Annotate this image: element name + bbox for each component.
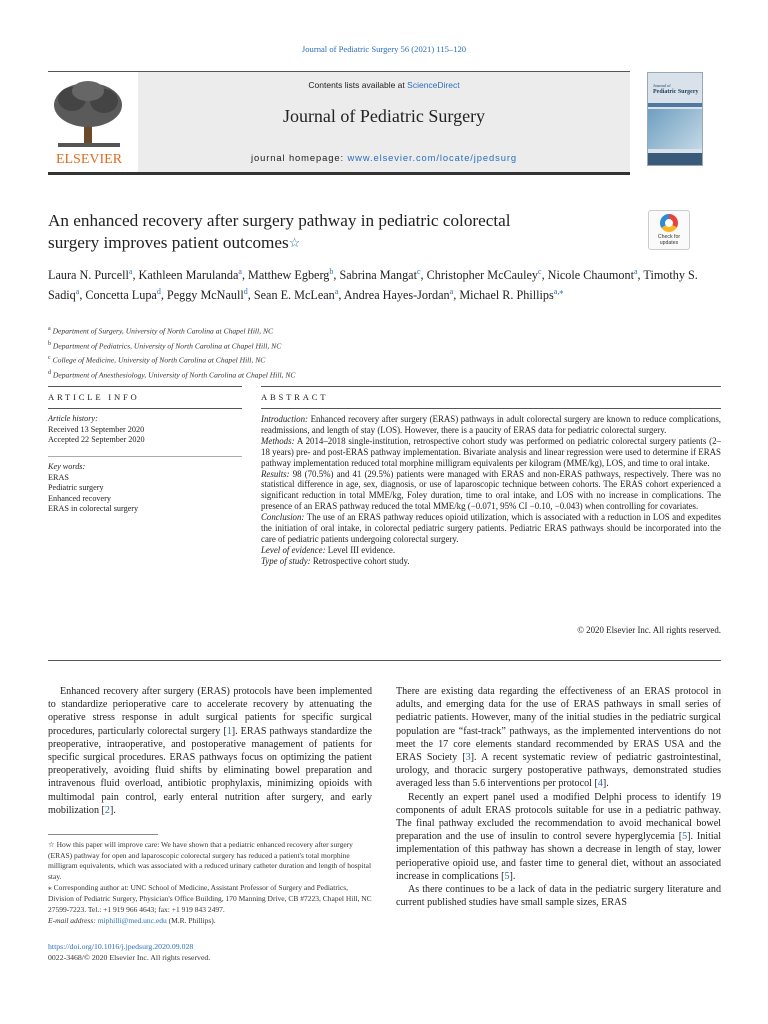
author-separator: , (241, 268, 249, 283)
cover-title: Pediatric Surgery (653, 89, 699, 95)
abstract-methods: Methods: A 2014–2018 single-institution, retrospective cohort study was performed on pediatric colorectal surgery patients (2–18 years) pre- and post-ERAS pathway implementation. Bivariate analysis and linear regression were used to determine if ERAS pathway implementation reduced total morphine milligram equivalents per kilogram (MME/kg), LOS, and time to oral intake. (261, 435, 721, 468)
author-separator: , (541, 268, 548, 283)
author-separator: , (132, 268, 139, 283)
body-paragraph: There are existing data regarding the effectiveness of an ERAS protocol in adults, and emerging data for the use of ERAS pathways in small series of pediatric patients. However, many of the initial studies in the pediatric surgical population are “fast-track” pathways, as the implemented interventions do not meet the 17 core elements standard recommended by ERAS USA and the ERAS Society [3]. A recent systematic review of pediatric gastrointestinal, urology, and thoracic surgery postoperative pathways, demonstrated studies averaged less than 5.6 interventions per protocol [4]. (396, 686, 721, 790)
elsevier-logo (48, 77, 130, 167)
author-name[interactable]: Peggy McNaull (166, 287, 244, 302)
abstract-level-of-evidence: Level of evidence: Level III evidence. (261, 544, 396, 555)
reference-link[interactable]: 1 (226, 725, 232, 737)
abstract-heading: ABSTRACT (261, 392, 329, 402)
affiliation-mark: a (48, 326, 51, 332)
check-for-updates-button[interactable] (648, 210, 690, 250)
article-title (48, 210, 628, 254)
author-affiliation-mark[interactable]: c (416, 267, 421, 276)
author-affiliation-mark[interactable]: a (128, 267, 133, 276)
footnote-corresponding-author: ⁎ Corresponding author at: UNC School of Medicine, Assistant Professor of Surgery and Pediatrics, Division of Pediatric Surgery, Physician's Office Building, 170 Manning Drive, CB #7223, Chapel Hill, NC 27599-7223. Tel.: +1 919 966 4643; fax: +1 919 843 2497. (48, 883, 372, 914)
cover-title-small: Journal of (653, 83, 671, 88)
keyword-item: ERAS (48, 472, 69, 482)
doi-link[interactable]: https://doi.org/10.1016/j.jpedsurg.2020.09.028 (48, 942, 194, 951)
affiliation-text: Department of Surgery, University of North Carolina at Chapel Hill, NC (52, 326, 274, 336)
cover-image (648, 109, 702, 149)
author-separator: , (247, 287, 254, 302)
cover-footer (648, 153, 702, 165)
author-separator: , (637, 268, 644, 283)
reference-link[interactable]: 5 (504, 870, 510, 882)
author-affiliation-mark[interactable]: d (243, 286, 248, 296)
author-name[interactable]: Nicole Chaumont (547, 268, 634, 283)
accepted-date: Accepted 22 September 2020 (48, 435, 145, 445)
author-name[interactable]: Timothy S. Sadiq (48, 268, 698, 302)
reference-link[interactable]: 3 (465, 752, 471, 764)
abstract-rule (261, 408, 721, 409)
abstract-introduction: Introduction: Enhanced recovery after surgery (ERAS) pathways in adult colorectal surgery are known to reduce complications, readmissions, and length of stay (LOS). However, there is a paucity of ERAS data for pediatric colorectal surgery. (261, 414, 721, 435)
reference-link[interactable]: 5 (682, 831, 688, 843)
author-separator: , (453, 287, 460, 302)
author-separator: , (420, 268, 427, 283)
body-left-column (48, 685, 372, 817)
footnotes (48, 840, 372, 928)
reference-link[interactable]: 2 (104, 804, 110, 816)
author-affiliation-mark[interactable]: a (238, 267, 242, 276)
keyword-item: Enhanced recovery (48, 493, 111, 503)
author-list (48, 264, 698, 303)
body-paragraph: Enhanced recovery after surgery (ERAS) protocols have been implemented to standardize perioperative care to accelerate recovery by attenuating the operative stress response in adult surgical patients for specific surgical procedures, particularly colorectal surgery [1]. ERAS pathways standardize the preoperative, intraoperative, and postoperative management of patients for specific surgical procedures. ERAS pathways focus on optimizing the patient preoperatively, avoiding fluid shifts by eliminating bowel preparation and intravenous fluid overload, antibiotic prophylaxis, minimizing opioids with multimodal pain control, early enteral nutrition after surgery, and early mobilization [2]. (48, 686, 372, 816)
author-name[interactable]: Sabrina Mangat (339, 268, 417, 283)
journal-homepage: journal homepage: www.elsevier.com/locate/jpedsurg (251, 152, 517, 163)
article-info-rule-top (48, 386, 242, 387)
footnote-email: E-mail address: miphilli@med.unc.edu (M.R. Phillips). (48, 916, 216, 926)
article-history (48, 414, 242, 446)
abstract-results: Results: 98 (70.5%) and 41 (29.5%) patients were managed with ERAS and non-ERAS pathways, respectively. There was no statistical difference in age, sex, diagnosis, or use of laparoscopic technique between cohorts. The ERAS cohort experienced a significant reduction in total MME/kg, Foley duration, time to oral intake, and LOS with no increase in complications. The presence of an ERAS pathway reduced the total MME/kg (−0.071, 95% CI −0.10, −0.043) when controlling for covariates. (261, 468, 721, 512)
title-line-2: surgery improves patient outcomes (48, 233, 289, 252)
author-separator: , (160, 287, 167, 302)
elsevier-tree-icon (48, 77, 130, 167)
author-affiliation-mark[interactable]: b (329, 267, 334, 276)
abstract-conclusion: Conclusion: The use of an ERAS pathway reduces opioid utilization, which is associated with a reduction in LOS and expedites the initiation of oral intake, in colorectal pediatric surgery patients. Pediatric ERAS pathways should be incorporated into the care of pediatric patients undergoing colorectal surgery. (261, 512, 721, 544)
svg-text:ELSEVIER: ELSEVIER (55, 152, 123, 167)
author-separator: , (333, 268, 340, 283)
doi-block (48, 941, 372, 963)
author-affiliation-mark[interactable]: a (633, 267, 638, 276)
title-line-1: An enhanced recovery after surgery pathway in pediatric colorectal (48, 211, 511, 230)
abstract-rule-top (261, 386, 721, 387)
body-right-column (396, 685, 721, 909)
received-date: Received 13 September 2020 (48, 424, 145, 434)
author-separator: , (338, 287, 344, 302)
header-divider-bottom (48, 172, 630, 175)
affiliation-text: Department of Anesthesiology, University of North Carolina at Chapel Hill, NC (52, 370, 296, 380)
keywords-block (48, 462, 242, 515)
cover-band (648, 103, 702, 107)
contents-availability: Contents lists available at ScienceDirect (308, 80, 460, 90)
author-affiliation-mark[interactable]: d (156, 286, 161, 296)
footnote-rule (48, 834, 158, 835)
issn-copyright: 0022-3468/© 2020 Elsevier Inc. All rights reserved. (48, 953, 211, 962)
title-footnote-star-icon[interactable]: ☆ (288, 235, 301, 250)
check-updates-icon (660, 214, 678, 232)
article-info-heading: ARTICLE INFO (48, 392, 140, 402)
keyword-item: Pediatric surgery (48, 483, 104, 493)
email-link[interactable]: miphilli@med.unc.edu (97, 916, 167, 926)
author-name[interactable]: Concetta Lupa (85, 287, 157, 302)
keyword-item: ERAS in colorectal surgery (48, 504, 139, 514)
author-name[interactable]: Laura N. Purcell (48, 268, 129, 283)
affiliation-mark: b (48, 340, 51, 347)
check-updates-label: Check for updates (657, 234, 681, 246)
affiliation-text: College of Medicine, University of North Carolina at Chapel Hill, NC (52, 355, 266, 365)
body-paragraph: Recently an expert panel used a modified Delphi process to identify 19 components of adult ERAS protocols suitable for use in a pediatric pathway. The final pathway excluded the recommendation to avoid mechanical bowel preparation and the use of insulin to control severe hyperglycemia [5]. Initial implementation of this pathway has shown a decrease in length of stay, lower perioperative opioid use, and faster time to general diet, without an associated increase in complications [5]. (396, 791, 721, 882)
abstract-body (261, 414, 721, 567)
history-label: Article history: (48, 414, 98, 423)
homepage-link[interactable]: www.elsevier.com/locate/jpedsurg (347, 152, 517, 163)
author-name[interactable]: Sean E. McLean (253, 287, 335, 302)
body-paragraph: As there continues to be a lack of data in the pediatric surgery literature and current published studies have small sample sizes, ERAS (396, 884, 721, 909)
abstract-copyright: © 2020 Elsevier Inc. All rights reserved. (577, 625, 721, 635)
affiliation-mark: c (48, 355, 51, 362)
affiliation-item (48, 323, 698, 338)
affiliation-item (48, 352, 698, 367)
author-affiliation-mark[interactable]: a (449, 286, 454, 296)
author-name[interactable]: Michael R. Phillips (459, 287, 554, 302)
affiliation-item (48, 338, 698, 353)
sciencedirect-link[interactable]: ScienceDirect (407, 80, 460, 90)
author-affiliation-mark[interactable]: a (334, 286, 339, 296)
affiliation-text: Department of Pediatrics, University of North Carolina at Chapel Hill, NC (52, 341, 282, 351)
keywords-label: Key words: (48, 462, 86, 471)
journal-title: Journal of Pediatric Surgery (282, 106, 486, 126)
author-affiliation-mark[interactable]: a (75, 286, 80, 296)
article-info-rule (48, 408, 242, 409)
author-affiliation-mark[interactable]: c (538, 267, 542, 276)
author-name[interactable]: Christopher McCauley (426, 268, 539, 283)
journal-citation[interactable]: Journal of Pediatric Surgery 56 (2021) 115–120 (301, 44, 467, 54)
keywords-rule (48, 456, 242, 457)
author-name[interactable]: Andrea Hayes-Jordan (343, 287, 450, 302)
reference-link[interactable]: 4 (597, 778, 603, 790)
author-affiliation-mark[interactable]: a,⁎ (553, 286, 564, 296)
affiliation-item (48, 367, 698, 382)
author-name[interactable]: Kathleen Marulanda (138, 268, 239, 283)
affiliation-mark: d (48, 369, 51, 376)
footnote-improve-care: ☆ How this paper will improve care: We have shown that a pediatric enhanced recovery after surgery (ERAS) pathway for open and laparoscopic colorectal surgery has reduced a patient's total morphine milligram equivalents, which was associated with a reduced urinary catheter duration and length of hospital stay. (48, 840, 372, 881)
author-separator: , (79, 287, 86, 302)
abstract-type-of-study: Type of study: Retrospective cohort study. (261, 555, 410, 566)
abstract-rule-bottom (48, 660, 721, 661)
journal-cover-thumbnail[interactable] (647, 72, 703, 166)
affiliation-list (48, 323, 698, 381)
author-name[interactable]: Matthew Egberg (248, 268, 330, 283)
